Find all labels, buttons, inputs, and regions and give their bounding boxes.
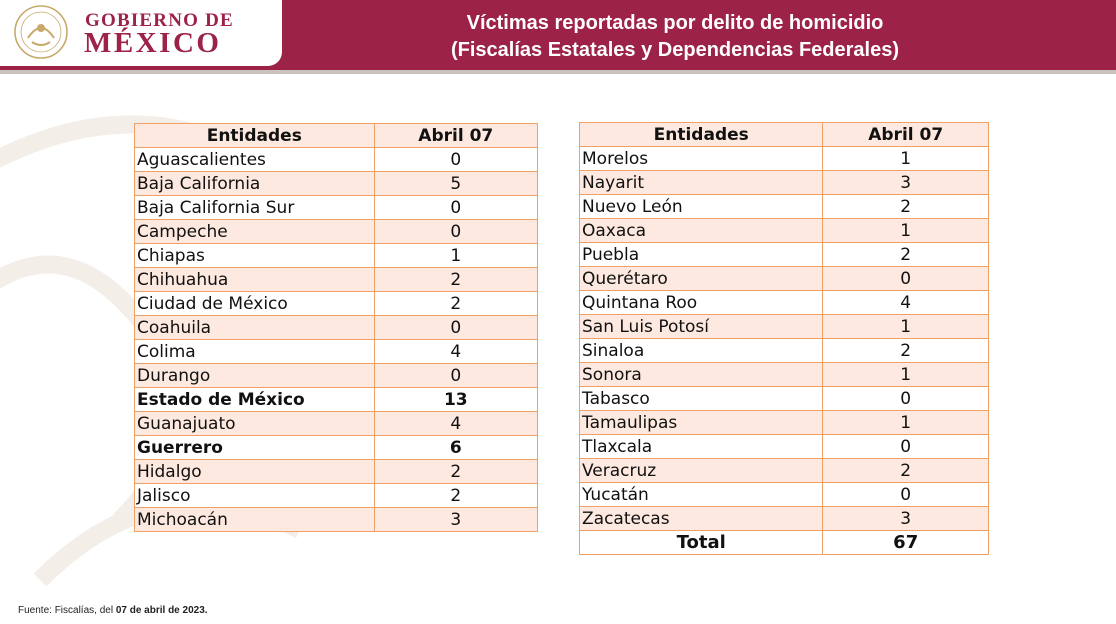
table-row bbox=[580, 507, 989, 531]
entity-cell: Colima bbox=[135, 340, 375, 364]
homicide-table-right bbox=[579, 122, 989, 555]
victim-count-cell: 1 bbox=[823, 363, 989, 387]
government-logo bbox=[0, 0, 282, 66]
victim-count-cell: 6 bbox=[374, 436, 537, 460]
table-header-row bbox=[580, 123, 989, 147]
entity-cell: Aguascalientes bbox=[135, 148, 375, 172]
entity-cell: San Luis Potosí bbox=[580, 315, 823, 339]
table-row bbox=[580, 339, 989, 363]
victim-count-cell: 2 bbox=[374, 484, 537, 508]
victim-count-cell: 3 bbox=[374, 508, 537, 532]
title-line-2: (Fiscalías Estatales y Dependencias Federales) bbox=[451, 39, 899, 61]
table-row bbox=[580, 243, 989, 267]
source-date: 07 de abril de 2023. bbox=[115, 605, 208, 616]
entity-cell: Coahuila bbox=[135, 316, 375, 340]
victim-count-cell: 1 bbox=[823, 147, 989, 171]
homicide-table-left bbox=[134, 123, 538, 532]
table-row bbox=[135, 196, 538, 220]
entity-cell: Tabasco bbox=[580, 387, 823, 411]
table-row bbox=[580, 435, 989, 459]
entity-cell: Ciudad de México bbox=[135, 292, 375, 316]
victim-count-cell: 1 bbox=[823, 315, 989, 339]
victim-count-cell: 1 bbox=[823, 219, 989, 243]
entity-cell: Hidalgo bbox=[135, 460, 375, 484]
entity-cell: Tlaxcala bbox=[580, 435, 823, 459]
victim-count-cell: 2 bbox=[823, 339, 989, 363]
table-row bbox=[135, 508, 538, 532]
victim-count-cell: 0 bbox=[374, 148, 537, 172]
victim-count-cell: 4 bbox=[374, 340, 537, 364]
table-row bbox=[135, 292, 538, 316]
entity-cell: Guanajuato bbox=[135, 412, 375, 436]
victim-count-cell: 0 bbox=[374, 364, 537, 388]
table-row bbox=[580, 171, 989, 195]
table-row bbox=[580, 411, 989, 435]
victim-count-cell: 2 bbox=[374, 268, 537, 292]
victim-count-cell: 4 bbox=[374, 412, 537, 436]
page-title bbox=[330, 10, 1020, 64]
entity-cell: Querétaro bbox=[580, 267, 823, 291]
entity-cell: Tamaulipas bbox=[580, 411, 823, 435]
table-row bbox=[135, 436, 538, 460]
national-seal-icon bbox=[10, 4, 72, 60]
victim-count-cell: 4 bbox=[823, 291, 989, 315]
table-row bbox=[135, 412, 538, 436]
table-row bbox=[580, 459, 989, 483]
table-row bbox=[135, 460, 538, 484]
table-row bbox=[580, 291, 989, 315]
column-header-entity: Entidades bbox=[580, 123, 823, 147]
column-header-date: Abril 07 bbox=[374, 124, 537, 148]
source-footnote bbox=[18, 605, 208, 616]
victim-count-cell: 2 bbox=[823, 459, 989, 483]
entity-cell: Veracruz bbox=[580, 459, 823, 483]
table-row bbox=[580, 315, 989, 339]
entity-cell: Baja California Sur bbox=[135, 196, 375, 220]
table-row bbox=[580, 483, 989, 507]
total-row bbox=[580, 531, 989, 555]
victim-count-cell: 0 bbox=[374, 316, 537, 340]
victim-count-cell: 0 bbox=[374, 220, 537, 244]
column-header-entity: Entidades bbox=[135, 124, 375, 148]
title-line-1: Víctimas reportadas por delito de homicidio bbox=[466, 12, 884, 34]
entity-cell: Estado de México bbox=[135, 388, 375, 412]
victim-count-cell: 3 bbox=[823, 507, 989, 531]
victim-count-cell: 5 bbox=[374, 172, 537, 196]
entity-cell: Nuevo León bbox=[580, 195, 823, 219]
column-header-date: Abril 07 bbox=[823, 123, 989, 147]
table-row bbox=[580, 267, 989, 291]
entity-cell: Puebla bbox=[580, 243, 823, 267]
entity-cell: Durango bbox=[135, 364, 375, 388]
entity-cell: Sinaloa bbox=[580, 339, 823, 363]
entity-cell: Campeche bbox=[135, 220, 375, 244]
victim-count-cell: 0 bbox=[823, 387, 989, 411]
source-prefix: Fuente: Fiscalías, del bbox=[18, 605, 116, 616]
entity-cell: Oaxaca bbox=[580, 219, 823, 243]
entity-cell: Chihuahua bbox=[135, 268, 375, 292]
table-row bbox=[580, 219, 989, 243]
entity-cell: Quintana Roo bbox=[580, 291, 823, 315]
victim-count-cell: 1 bbox=[374, 244, 537, 268]
entity-cell: Michoacán bbox=[135, 508, 375, 532]
brand-line-1: GOBIERNO DE bbox=[85, 10, 234, 31]
table-row bbox=[135, 364, 538, 388]
table-row bbox=[135, 340, 538, 364]
table-row bbox=[135, 388, 538, 412]
entity-cell: Morelos bbox=[580, 147, 823, 171]
victim-count-cell: 0 bbox=[374, 196, 537, 220]
victim-count-cell: 2 bbox=[374, 292, 537, 316]
entity-cell: Jalisco bbox=[135, 484, 375, 508]
entity-cell: Sonora bbox=[580, 363, 823, 387]
table-header-row bbox=[135, 124, 538, 148]
victim-count-cell: 2 bbox=[374, 460, 537, 484]
table-row bbox=[135, 316, 538, 340]
victim-count-cell: 2 bbox=[823, 243, 989, 267]
victim-count-cell: 0 bbox=[823, 483, 989, 507]
table-row bbox=[135, 220, 538, 244]
victim-count-cell: 1 bbox=[823, 411, 989, 435]
table-row bbox=[135, 244, 538, 268]
total-value: 67 bbox=[823, 531, 989, 555]
table-row bbox=[135, 148, 538, 172]
victim-count-cell: 2 bbox=[823, 195, 989, 219]
entity-cell: Chiapas bbox=[135, 244, 375, 268]
entity-cell: Yucatán bbox=[580, 483, 823, 507]
victim-count-cell: 13 bbox=[374, 388, 537, 412]
table-row bbox=[580, 387, 989, 411]
total-label: Total bbox=[580, 531, 823, 555]
table-row bbox=[135, 268, 538, 292]
table-row bbox=[135, 484, 538, 508]
table-row bbox=[580, 195, 989, 219]
table-row bbox=[580, 147, 989, 171]
victim-count-cell: 0 bbox=[823, 267, 989, 291]
entity-cell: Nayarit bbox=[580, 171, 823, 195]
entity-cell: Guerrero bbox=[135, 436, 375, 460]
victim-count-cell: 0 bbox=[823, 435, 989, 459]
table-row bbox=[135, 172, 538, 196]
header-divider bbox=[0, 70, 1116, 74]
entity-cell: Baja California bbox=[135, 172, 375, 196]
victim-count-cell: 3 bbox=[823, 171, 989, 195]
table-row bbox=[580, 363, 989, 387]
entity-cell: Zacatecas bbox=[580, 507, 823, 531]
brand-line-2: MÉXICO bbox=[84, 27, 222, 59]
